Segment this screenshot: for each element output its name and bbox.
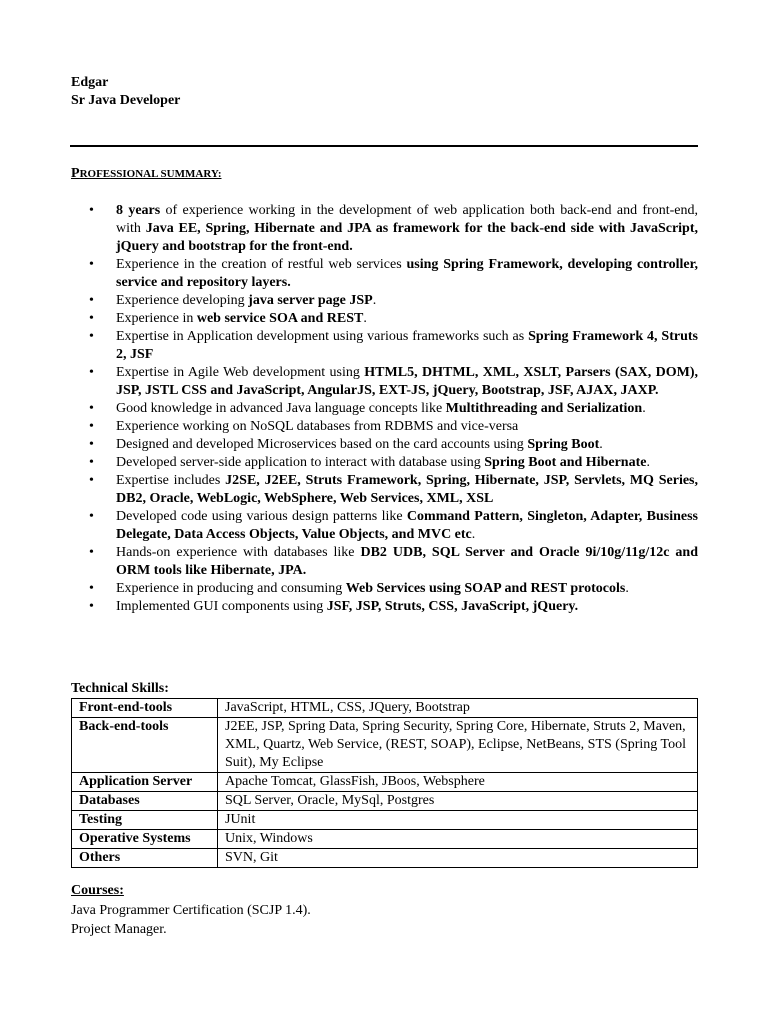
- skills-row: [72, 792, 698, 811]
- summary-text: .: [625, 581, 629, 596]
- skill-category: Application Server: [72, 773, 218, 792]
- summary-item: [71, 472, 698, 508]
- skills-row: [72, 849, 698, 868]
- summary-bold-text: DB2 UDB, SQL Server and Oracle 9i/10g/11g/12c and ORM tools like Hibernate, JPA.: [116, 545, 698, 578]
- summary-text: Experience developing: [116, 293, 249, 308]
- summary-text: .: [471, 527, 476, 542]
- bullet-icon: •: [89, 203, 94, 218]
- summary-bold-text: Command Pattern, Singleton, Adapter, Business Delegate, Data Access Objects, Value Objects, and MVC etc: [116, 509, 698, 542]
- skill-category: Front-end-tools: [72, 699, 218, 718]
- bullet-icon: •: [89, 473, 94, 488]
- header-divider: [70, 145, 698, 147]
- summary-bold-text: Spring Boot: [527, 437, 600, 452]
- summary-item: [71, 292, 698, 310]
- summary-item: [71, 418, 698, 436]
- skill-category: Others: [72, 849, 218, 868]
- candidate-title: Sr Java Developer: [71, 93, 181, 108]
- skill-values: JavaScript, HTML, CSS, JQuery, Bootstrap: [218, 699, 698, 718]
- bullet-icon: •: [89, 581, 94, 596]
- bullet-icon: •: [89, 437, 94, 452]
- skills-row: [72, 699, 698, 718]
- summary-text: Experience working on NoSQL databases from RDBMS and vice-versa: [116, 419, 519, 434]
- summary-bold-text: 8 years: [116, 203, 161, 218]
- summary-text: .: [599, 437, 603, 452]
- summary-bold-text: Web Services using SOAP and REST protocols: [345, 581, 626, 596]
- summary-text: Experience in: [116, 311, 197, 326]
- summary-item: [71, 256, 698, 292]
- bullet-icon: •: [89, 509, 94, 524]
- summary-text: Good knowledge in advanced Java language concepts like: [116, 401, 446, 416]
- courses-heading: Courses:: [71, 883, 124, 898]
- bullet-icon: •: [89, 311, 94, 326]
- summary-text: Hands-on experience with databases like: [116, 545, 361, 560]
- summary-text: .: [372, 293, 377, 308]
- summary-item: [71, 454, 698, 472]
- bullet-icon: •: [89, 257, 94, 272]
- summary-bold-text: Spring Boot and Hibernate: [484, 455, 647, 470]
- skills-heading: Technical Skills:: [71, 681, 169, 696]
- summary-text: Developed code using various design patterns like: [116, 509, 407, 524]
- summary-list: [71, 202, 698, 616]
- skill-category: Databases: [72, 792, 218, 811]
- summary-bold-text: Multithreading and Serialization: [445, 401, 643, 416]
- summary-bold-text: using Spring Framework, developing controller, service and repository layers.: [116, 257, 698, 290]
- summary-item: [71, 508, 698, 544]
- summary-item: [71, 544, 698, 580]
- summary-text: Experience in producing and consuming: [116, 581, 346, 596]
- summary-bold-text: java server page JSP: [248, 293, 373, 308]
- skill-values: SQL Server, Oracle, MySql, Postgres: [218, 792, 698, 811]
- summary-heading: [71, 166, 221, 182]
- summary-bold-text: JSF, JSP, Struts, CSS, JavaScript, jQuery.: [326, 599, 579, 614]
- bullet-icon: •: [89, 545, 94, 560]
- summary-text: Expertise includes: [116, 473, 226, 488]
- bullet-icon: •: [89, 329, 94, 344]
- summary-item: [71, 580, 698, 598]
- summary-text: .: [642, 401, 646, 416]
- skill-category: Back-end-tools: [72, 718, 218, 773]
- summary-text: .: [363, 311, 367, 326]
- bullet-icon: •: [89, 419, 94, 434]
- summary-item: [71, 436, 698, 454]
- summary-bold-text: Java EE, Spring, Hibernate and JPA as framework for the back-end side with JavaScript, jQuery and bootstrap for the front-end.: [116, 221, 699, 254]
- bullet-icon: •: [89, 293, 94, 308]
- course-item: Java Programmer Certification (SCJP 1.4).: [71, 903, 311, 918]
- summary-item: [71, 310, 698, 328]
- skill-category: Operative Systems: [72, 830, 218, 849]
- skills-row: [72, 773, 698, 792]
- skill-values: SVN, Git: [218, 849, 698, 868]
- summary-text: Developed server-side application to interact with database using: [116, 455, 485, 470]
- bullet-icon: •: [89, 455, 94, 470]
- summary-heading-rest: ROFESSIONAL SUMMARY:: [79, 168, 222, 180]
- bullet-icon: •: [89, 365, 94, 380]
- candidate-name: Edgar: [71, 75, 109, 90]
- summary-text: .: [646, 455, 650, 470]
- skills-table: [71, 698, 698, 868]
- summary-heading-initial: P: [71, 166, 80, 181]
- bullet-icon: •: [89, 401, 94, 416]
- skills-row: [72, 830, 698, 849]
- summary-item: [71, 598, 698, 616]
- summary-text: Expertise in Agile Web development using: [116, 365, 365, 380]
- summary-text: Experience in the creation of restful web services: [116, 257, 407, 272]
- summary-bold-text: J2SE, J2EE, Struts Framework, Spring, Hibernate, JSP, Servlets, MQ Series, DB2, Oracle, WebLogic, WebSphere, Web Services, XML, XSL: [116, 473, 699, 506]
- summary-text: Implemented GUI components using: [116, 599, 327, 614]
- skill-values: J2EE, JSP, Spring Data, Spring Security, Spring Core, Hibernate, Struts 2, Maven, XML, Quartz, Web Service, (REST, SOAP), Eclipse, NetBeans, STS (Spring Tool Suit), My Eclipse: [218, 718, 698, 773]
- summary-bold-text: Spring Framework 4, Struts 2, JSF: [116, 329, 698, 362]
- summary-text: of experience working in the development of web application both back-end and front-end, with: [116, 203, 698, 236]
- skill-values: JUnit: [218, 811, 698, 830]
- summary-bold-text: HTML5, DHTML, XML, XSLT, Parsers (SAX, DOM), JSP, JSTL CSS and JavaScript, AngularJS, EXT-JS, jQuery, Bootstrap, JSF, AJAX, JAXP.: [116, 365, 699, 398]
- bullet-icon: •: [89, 599, 94, 614]
- skill-values: Apache Tomcat, GlassFish, JBoos, Websphere: [218, 773, 698, 792]
- skills-row: [72, 718, 698, 773]
- summary-item: [71, 400, 698, 418]
- summary-item: [71, 364, 698, 400]
- skill-category: Testing: [72, 811, 218, 830]
- summary-item: [71, 328, 698, 364]
- summary-text: Expertise in Application development using various frameworks such as: [116, 329, 529, 344]
- summary-text: Designed and developed Microservices based on the card accounts using: [116, 437, 528, 452]
- skills-row: [72, 811, 698, 830]
- courses-list: [71, 901, 311, 939]
- skill-values: Unix, Windows: [218, 830, 698, 849]
- resume-header: [71, 74, 180, 110]
- summary-item: [71, 202, 698, 256]
- course-item: Project Manager.: [71, 922, 167, 937]
- summary-bold-text: web service SOA and REST: [196, 311, 364, 326]
